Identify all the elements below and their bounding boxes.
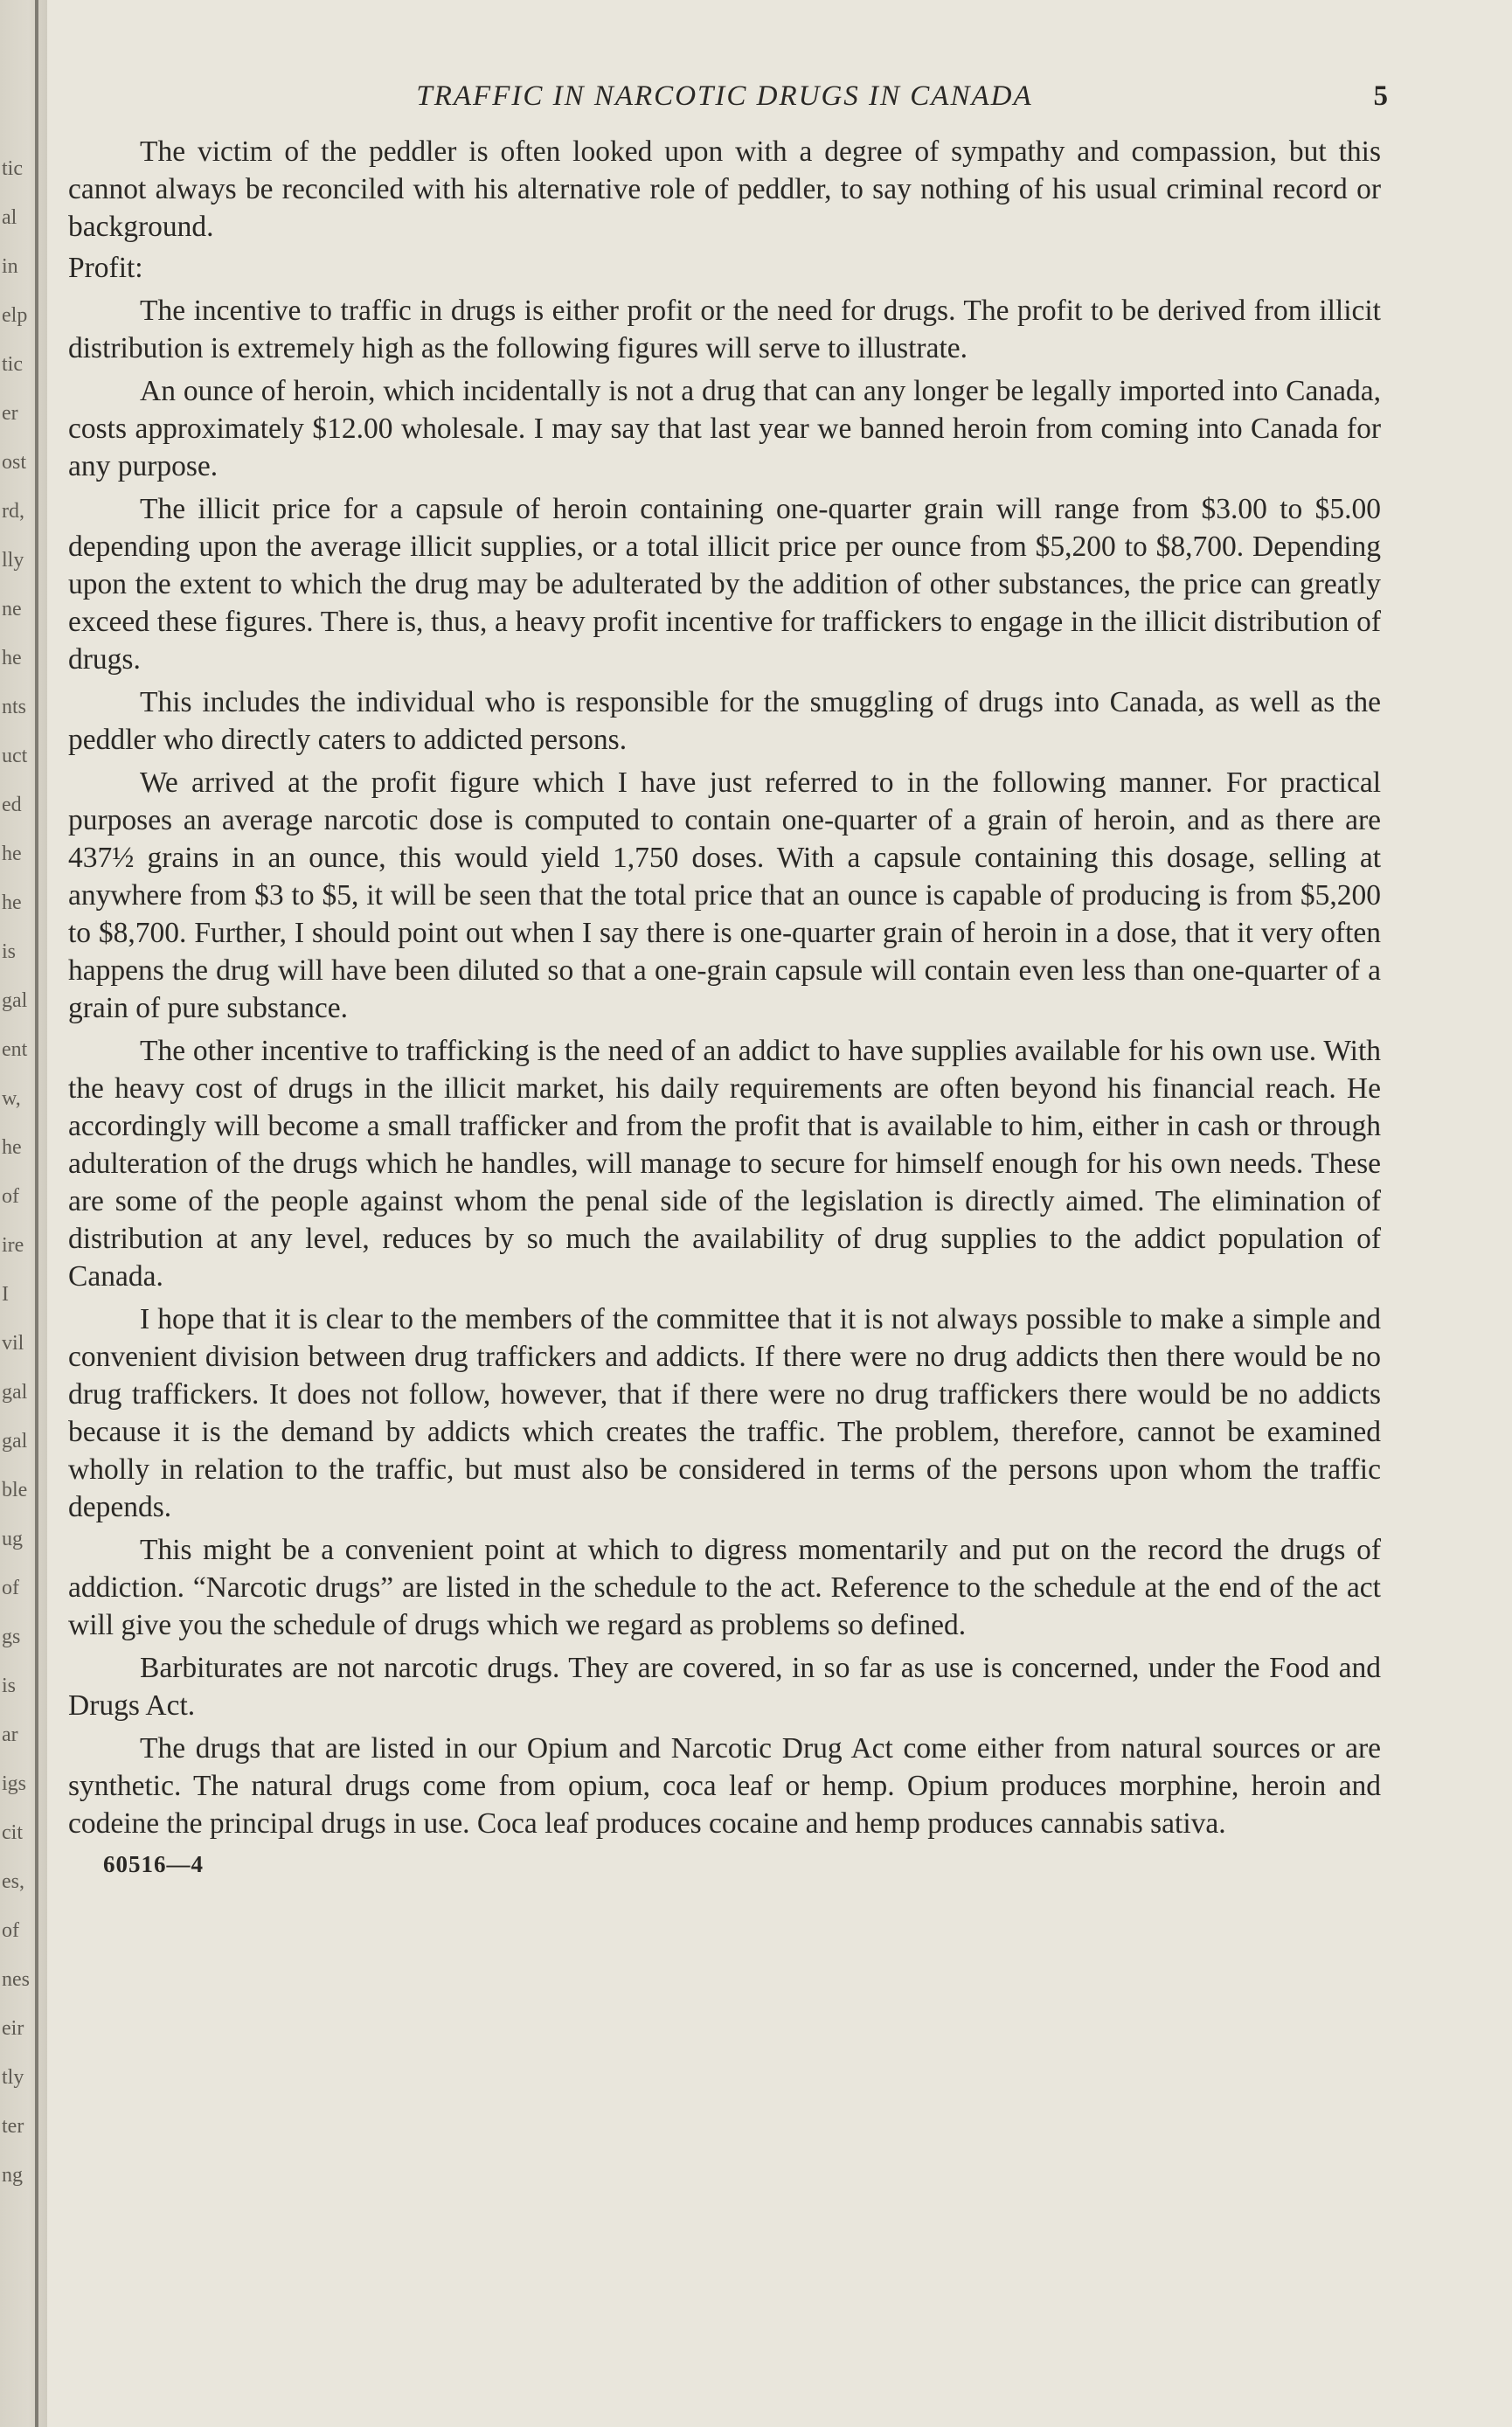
margin-fragment: nes xyxy=(2,1968,30,1991)
margin-fragment: he xyxy=(2,843,22,865)
margin-fragment: ng xyxy=(2,2164,23,2187)
paragraph: An ounce of heroin, which incidentally is not a drug that can any longer be legally imported into Canada, costs approximately $12.00 wholesale. I may say that last year we banned heroin from coming into Canada for any purpose. xyxy=(68,375,1381,482)
margin-fragment: ne xyxy=(2,598,22,621)
margin-fragment: nts xyxy=(2,696,27,718)
paragraph: I hope that it is clear to the members of the committee that it is not always possible to make a simple and convenient division between drug traffickers and addicts. If there were no drug addicts then there would be no drug traffickers. It does not follow, however, that if there were no drug traffickers there would be no addicts because it is the demand by addicts which creates the traffic. The problem, therefore, cannot be examined wholly in relation to the traffic, but must also be considered in terms of the persons upon whom the traffic depends. xyxy=(68,1303,1381,1523)
margin-fragment: tic xyxy=(2,353,23,376)
margin-fragment: gal xyxy=(2,1381,28,1404)
page-header xyxy=(68,80,1388,133)
page-content xyxy=(68,80,1388,1878)
paragraph: Barbiturates are not narcotic drugs. They are covered, in so far as use is concerned, under the Food and Drugs Act. xyxy=(68,1652,1381,1722)
margin-fragment: tic xyxy=(2,157,23,180)
margin-fragment: of xyxy=(2,1919,19,1942)
margin-fragment: ug xyxy=(2,1528,23,1550)
section-heading: Profit: xyxy=(68,252,143,284)
margin-fragment: ost xyxy=(2,451,27,474)
paragraph: This might be a convenient point at which to digress momentarily and put on the record the drugs of addiction. “Narcotic drugs” are listed in the schedule to the act. Reference to the schedule at the end of the act will give you the schedule of drugs which we regard as problems so defined. xyxy=(68,1534,1381,1641)
margin-fragment: in xyxy=(2,255,18,278)
margin-fragment: ble xyxy=(2,1479,28,1501)
margin-fragment: al xyxy=(2,206,17,229)
paragraph: We arrived at the profit figure which I have just referred to in the following manner. For practical purposes an average narcotic dose is computed to contain one-quarter of a grain of heroin, and as there are 437½ grains in an ounce, this would yield 1,750 doses. With a capsule containing this dosage, selling at anywhere from $3 to $5, it will be seen that the total price that an ounce is capable of producing is from $5,200 to $8,700. Further, I should point out when I say there is one-quarter grain of heroin in a dose, that it very often happens the drug will have been diluted so that a one-grain capsule will contain even less than one-quarter of a grain of pure substance. xyxy=(68,766,1381,1024)
page-number: 5 xyxy=(1373,80,1388,112)
margin-fragment: w, xyxy=(2,1087,21,1110)
paragraph: The illicit price for a capsule of heroin containing one-quarter grain will range from $3.00 to $5.00 depending upon the average illicit supplies, or a total illicit price per ounce from $5,200 to $8,700. Depending upon the extent to which the drug may be adulterated by the addition of other substances, the price can greatly exceed these figures. There is, thus, a heavy profit incentive for traffickers to engage in the illicit distribution of drugs. xyxy=(68,493,1381,676)
margin-fragment: of xyxy=(2,1185,19,1208)
paragraph: The other incentive to trafficking is the need of an addict to have supplies available for his own use. With the heavy cost of drugs in the illicit market, his daily requirements are often beyond his financial reach. He accordingly will become a small trafficker and from the profit that is available to him, either in cash or through adulteration of the drugs which he handles, will manage to secure for himself enough for his own needs. These are some of the people against whom the penal side of the legislation is directly aimed. The elimination of distribution at any level, reduces by so much the availability of drug supplies to the addict population of Canada. xyxy=(68,1035,1381,1293)
margin-fragment: is xyxy=(2,1675,17,1697)
margin-fragment: uct xyxy=(2,745,28,767)
margin-fragment: of xyxy=(2,1577,19,1599)
margin-fragment: he xyxy=(2,1136,22,1159)
margin-fragment: ed xyxy=(2,794,22,816)
margin-fragment: es, xyxy=(2,1870,24,1893)
margin-fragment: gal xyxy=(2,1430,28,1453)
margin-fragment: gal xyxy=(2,989,28,1012)
margin-fragment: he xyxy=(2,891,22,914)
printer-code: 60516—4 xyxy=(103,1851,204,1877)
paragraph: The incentive to traffic in drugs is either profit or the need for drugs. The profit to be derived from illicit distribution is extremely high as the following figures will serve to illustrate. xyxy=(68,295,1381,364)
margin-fragment: eir xyxy=(2,2017,24,2040)
margin-fragment: ar xyxy=(2,1723,18,1746)
paragraph: This includes the individual who is responsible for the smuggling of drugs into Canada, as well as the peddler who directly caters to addicted persons. xyxy=(68,686,1381,756)
margin-fragment: ter xyxy=(2,2115,24,2138)
margin-fragment: elp xyxy=(2,304,28,327)
adjacent-page-fragments xyxy=(0,0,30,2427)
margin-fragment: he xyxy=(2,647,22,669)
margin-fragment: tly xyxy=(2,2066,24,2089)
margin-fragment: gs xyxy=(2,1626,21,1648)
paragraph: The drugs that are listed in our Opium and Narcotic Drug Act come either from natural sources or are synthetic. The natural drugs come from opium, coca leaf or hemp. Opium produces morphine, heroin and codeine the principal drugs in use. Coca leaf produces cocaine and hemp produces cannabis sativa. xyxy=(68,1732,1381,1840)
running-title: TRAFFIC IN NARCOTIC DRUGS IN CANADA xyxy=(416,80,1033,112)
margin-fragment: rd, xyxy=(2,500,24,523)
margin-fragment: igs xyxy=(2,1772,27,1795)
margin-fragment: er xyxy=(2,402,18,425)
margin-fragment: ire xyxy=(2,1234,24,1257)
margin-fragment: vil xyxy=(2,1332,24,1355)
paragraph: The victim of the peddler is often looked upon with a degree of sympathy and compassion, but this cannot always be reconciled with his alternative role of peddler, to say nothing of his usual criminal record or background. xyxy=(68,135,1381,243)
margin-fragment: I xyxy=(2,1283,9,1306)
margin-fragment: ent xyxy=(2,1038,28,1061)
margin-fragment: is xyxy=(2,940,17,963)
binding-gutter xyxy=(35,0,38,2427)
margin-fragment: cit xyxy=(2,1821,23,1844)
margin-fragment: lly xyxy=(2,549,24,572)
